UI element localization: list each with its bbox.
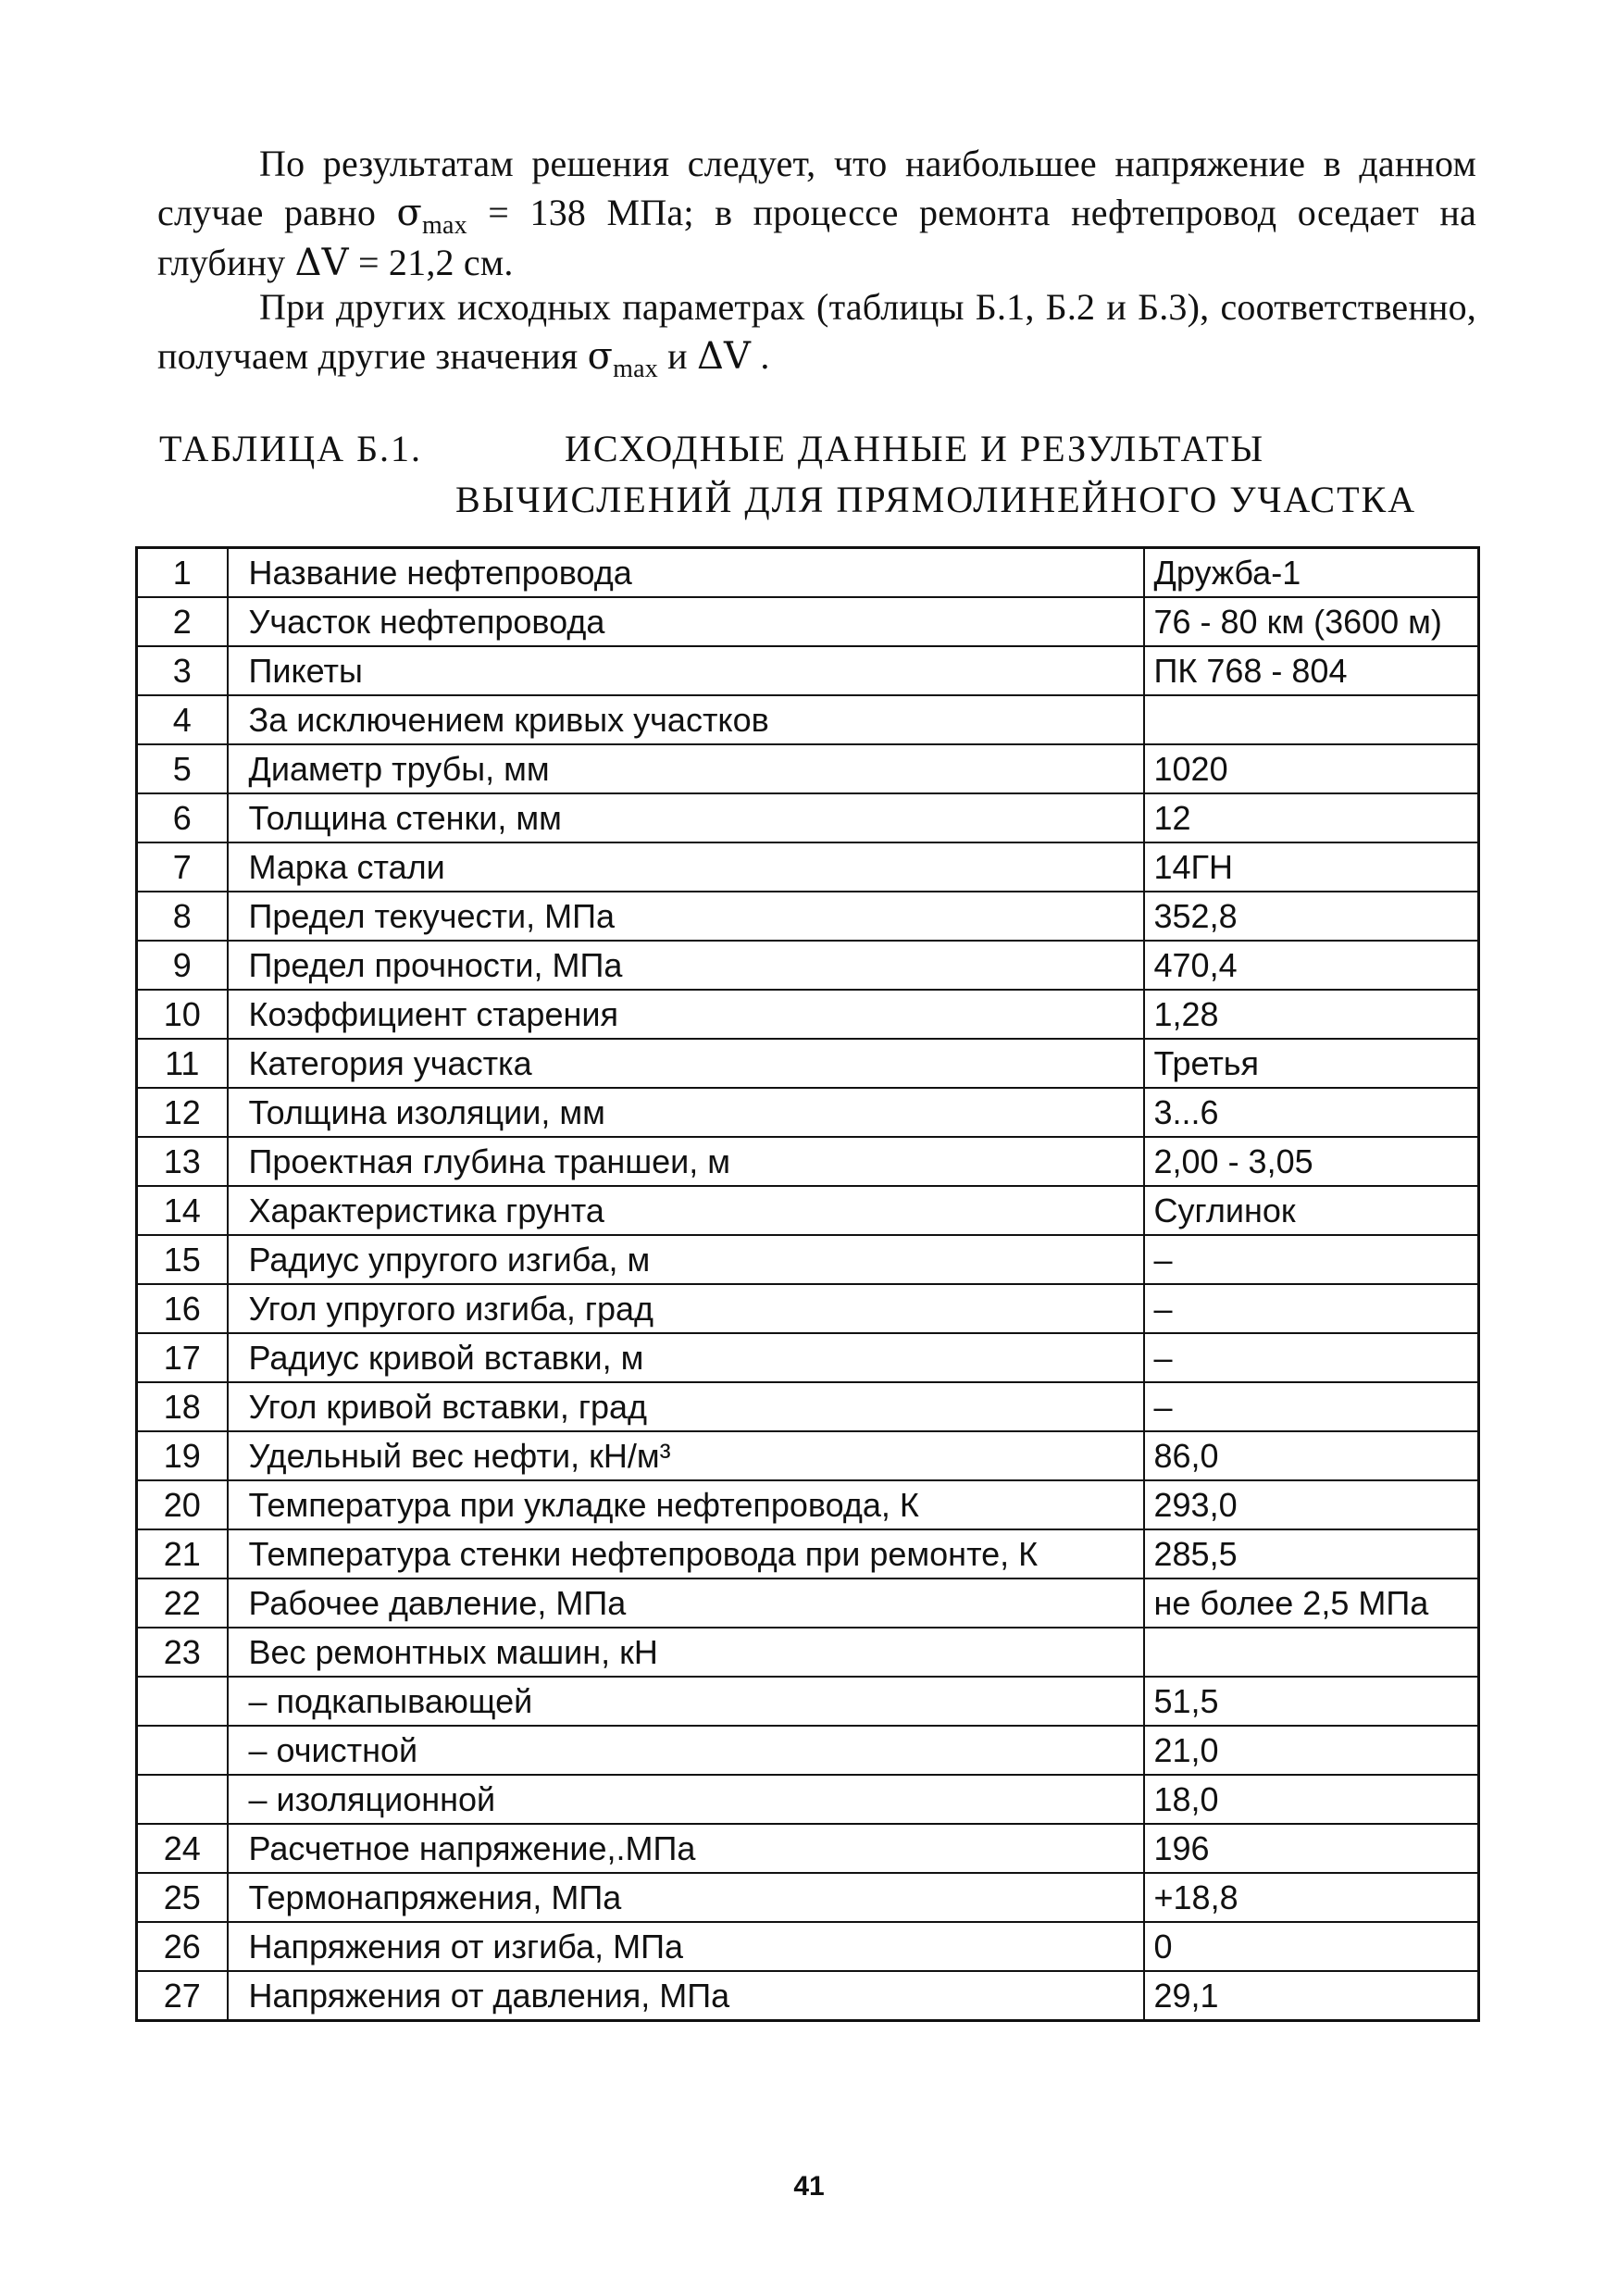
parameter-name-cell: Характеристика грунта [228, 1186, 1144, 1235]
parameter-name-cell: Название нефтепровода [228, 548, 1144, 598]
table-row [137, 597, 1479, 646]
parameter-value-cell: 21,0 [1144, 1726, 1479, 1775]
parameter-value-cell [1144, 695, 1479, 744]
row-number-cell: 11 [137, 1039, 228, 1088]
row-number-cell: 2 [137, 597, 228, 646]
row-number-cell: 22 [137, 1578, 228, 1628]
table-row [137, 1726, 1479, 1775]
table-body [137, 548, 1479, 2021]
row-number-cell: 21 [137, 1529, 228, 1578]
table-row [137, 1235, 1479, 1284]
parameter-value-cell: 0 [1144, 1922, 1479, 1971]
row-number-cell: 20 [137, 1480, 228, 1529]
parameter-name-cell: Удельный вес нефти, кН/м³ [228, 1431, 1144, 1480]
table-row [137, 1480, 1479, 1529]
parameter-name-cell: За исключением кривых участков [228, 695, 1144, 744]
sigma-symbol: σ [396, 192, 423, 234]
paragraph-other-params [157, 282, 1476, 381]
table-row [137, 1922, 1479, 1971]
parameter-name-cell: Предел прочности, МПа [228, 941, 1144, 990]
parameter-name-cell: Угол упругого изгиба, град [228, 1284, 1144, 1333]
row-number-cell: 23 [137, 1628, 228, 1677]
table-row [137, 695, 1479, 744]
page-number: 41 [793, 2171, 825, 2202]
paragraph-text: По результатам решения следует, что наибольшее напряжение в данном случае равно [157, 143, 1476, 233]
parameter-name-cell: Напряжения от давления, МПа [228, 1971, 1144, 2021]
table-row [137, 990, 1479, 1039]
table-row [137, 1137, 1479, 1186]
parameters-table [135, 546, 1480, 2022]
parameter-value-cell: 3...6 [1144, 1088, 1479, 1137]
table-row [137, 1677, 1479, 1726]
row-number-cell: 19 [137, 1431, 228, 1480]
parameter-name-cell: Расчетное напряжение,.МПа [228, 1824, 1144, 1873]
parameter-value-cell [1144, 1628, 1479, 1677]
table-caption-title-line2: ВЫЧИСЛЕНИЙ ДЛЯ ПРЯМОЛИНЕЙНОГО УЧАСТКА [455, 479, 1417, 520]
table-row [137, 1971, 1479, 2021]
subscript-max: max [422, 211, 467, 240]
parameter-name-cell: Пикеты [228, 646, 1144, 695]
table-row [137, 548, 1479, 598]
parameter-name-cell: Напряжения от изгиба, МПа [228, 1922, 1144, 1971]
parameter-value-cell: 196 [1144, 1824, 1479, 1873]
parameter-value-cell: 285,5 [1144, 1529, 1479, 1578]
parameter-value-cell: ПК 768 - 804 [1144, 646, 1479, 695]
table-row [137, 1628, 1479, 1677]
paragraph-text: = 138 МПа; в процессе ремонта нефтепровод оседает на глубину [157, 192, 1476, 283]
row-number-cell: 16 [137, 1284, 228, 1333]
subscript-max: max [613, 355, 658, 383]
row-number-cell: 18 [137, 1382, 228, 1431]
table-row [137, 941, 1479, 990]
parameter-name-cell: Марка стали [228, 842, 1144, 892]
parameter-name-cell: Участок нефтепровода [228, 597, 1144, 646]
paragraph-text: При других исходных параметрах (таблицы Б.1, Б.2 и Б.3), соответственно, получаем другие значения [157, 286, 1476, 377]
parameter-value-cell: 14ГН [1144, 842, 1479, 892]
paragraph-text: . [751, 335, 770, 377]
parameter-name-cell: Вес ремонтных машин, кН [228, 1628, 1144, 1677]
parameter-name-cell: Угол кривой вставки, град [228, 1382, 1144, 1431]
row-number-cell: 3 [137, 646, 228, 695]
row-number-cell: 10 [137, 990, 228, 1039]
delta-v-symbol: ΔV [294, 242, 349, 284]
paragraph-text: и [657, 335, 697, 377]
parameter-name-cell: Радиус упругого изгиба, м [228, 1235, 1144, 1284]
parameter-name-cell: Температура стенки нефтепровода при ремонте, К [228, 1529, 1144, 1578]
parameter-value-cell: 29,1 [1144, 1971, 1479, 2021]
parameter-value-cell: Дружба-1 [1144, 548, 1479, 598]
row-number-cell: 26 [137, 1922, 228, 1971]
parameter-value-cell: – [1144, 1235, 1479, 1284]
parameter-value-cell: не более 2,5 МПа [1144, 1578, 1479, 1628]
parameter-value-cell: – [1144, 1284, 1479, 1333]
table-row [137, 1284, 1479, 1333]
table-row [137, 1088, 1479, 1137]
row-number-cell: 7 [137, 842, 228, 892]
parameter-name-cell: – подкапывающей [228, 1677, 1144, 1726]
parameter-name-cell: Термонапряжения, МПа [228, 1873, 1144, 1922]
parameters-table-wrapper [135, 546, 1477, 2022]
parameter-value-cell: Третья [1144, 1039, 1479, 1088]
parameter-value-cell: 51,5 [1144, 1677, 1479, 1726]
table-row [137, 1431, 1479, 1480]
table-caption-label: ТАБЛИЦА Б.1. [159, 428, 423, 469]
row-number-cell: 25 [137, 1873, 228, 1922]
table-row [137, 1578, 1479, 1628]
parameter-name-cell: Толщина изоляции, мм [228, 1088, 1144, 1137]
table-caption-title-line1: ИСХОДНЫЕ ДАННЫЕ И РЕЗУЛЬТАТЫ [565, 428, 1265, 469]
parameter-value-cell: 293,0 [1144, 1480, 1479, 1529]
table-row [137, 892, 1479, 941]
table-row [137, 744, 1479, 793]
row-number-cell: 5 [137, 744, 228, 793]
row-number-cell [137, 1726, 228, 1775]
row-number-cell: 27 [137, 1971, 228, 2021]
row-number-cell: 12 [137, 1088, 228, 1137]
parameter-value-cell: 18,0 [1144, 1775, 1479, 1824]
parameter-value-cell: Суглинок [1144, 1186, 1479, 1235]
table-row [137, 1775, 1479, 1824]
paragraph-result [157, 139, 1476, 288]
parameter-name-cell: – очистной [228, 1726, 1144, 1775]
row-number-cell: 24 [137, 1824, 228, 1873]
parameter-value-cell: – [1144, 1333, 1479, 1382]
parameter-name-cell: Коэффициент старения [228, 990, 1144, 1039]
parameter-value-cell: 1,28 [1144, 990, 1479, 1039]
delta-v-symbol: ΔV [696, 335, 752, 378]
table-row [137, 1333, 1479, 1382]
table-row [137, 1186, 1479, 1235]
parameter-value-cell: 352,8 [1144, 892, 1479, 941]
parameter-name-cell: Рабочее давление, МПа [228, 1578, 1144, 1628]
parameter-name-cell: Толщина стенки, мм [228, 793, 1144, 842]
table-row [137, 1873, 1479, 1922]
parameter-name-cell: Категория участка [228, 1039, 1144, 1088]
row-number-cell: 13 [137, 1137, 228, 1186]
parameter-value-cell: 470,4 [1144, 941, 1479, 990]
row-number-cell: 17 [137, 1333, 228, 1382]
parameter-value-cell: 76 - 80 км (3600 м) [1144, 597, 1479, 646]
sigma-symbol: σ [587, 335, 614, 378]
table-row [137, 793, 1479, 842]
row-number-cell: 4 [137, 695, 228, 744]
parameter-value-cell: 2,00 - 3,05 [1144, 1137, 1479, 1186]
parameter-name-cell: Диаметр трубы, мм [228, 744, 1144, 793]
parameter-name-cell: Проектная глубина траншеи, м [228, 1137, 1144, 1186]
row-number-cell: 15 [137, 1235, 228, 1284]
row-number-cell: 9 [137, 941, 228, 990]
paragraph-text: = 21,2 см. [348, 242, 514, 283]
table-row [137, 1529, 1479, 1578]
parameter-name-cell: Радиус кривой вставки, м [228, 1333, 1144, 1382]
row-number-cell: 14 [137, 1186, 228, 1235]
table-row [137, 646, 1479, 695]
row-number-cell: 8 [137, 892, 228, 941]
parameter-name-cell: Предел текучести, МПа [228, 892, 1144, 941]
table-row [137, 1824, 1479, 1873]
table-row [137, 1039, 1479, 1088]
parameter-name-cell: – изоляционной [228, 1775, 1144, 1824]
parameter-value-cell: +18,8 [1144, 1873, 1479, 1922]
parameter-value-cell: 1020 [1144, 744, 1479, 793]
parameter-name-cell: Температура при укладке нефтепровода, К [228, 1480, 1144, 1529]
parameter-value-cell: 86,0 [1144, 1431, 1479, 1480]
table-row [137, 842, 1479, 892]
table-row [137, 1382, 1479, 1431]
row-number-cell [137, 1775, 228, 1824]
parameter-value-cell: 12 [1144, 793, 1479, 842]
parameter-value-cell: – [1144, 1382, 1479, 1431]
row-number-cell: 1 [137, 548, 228, 598]
row-number-cell: 6 [137, 793, 228, 842]
row-number-cell [137, 1677, 228, 1726]
